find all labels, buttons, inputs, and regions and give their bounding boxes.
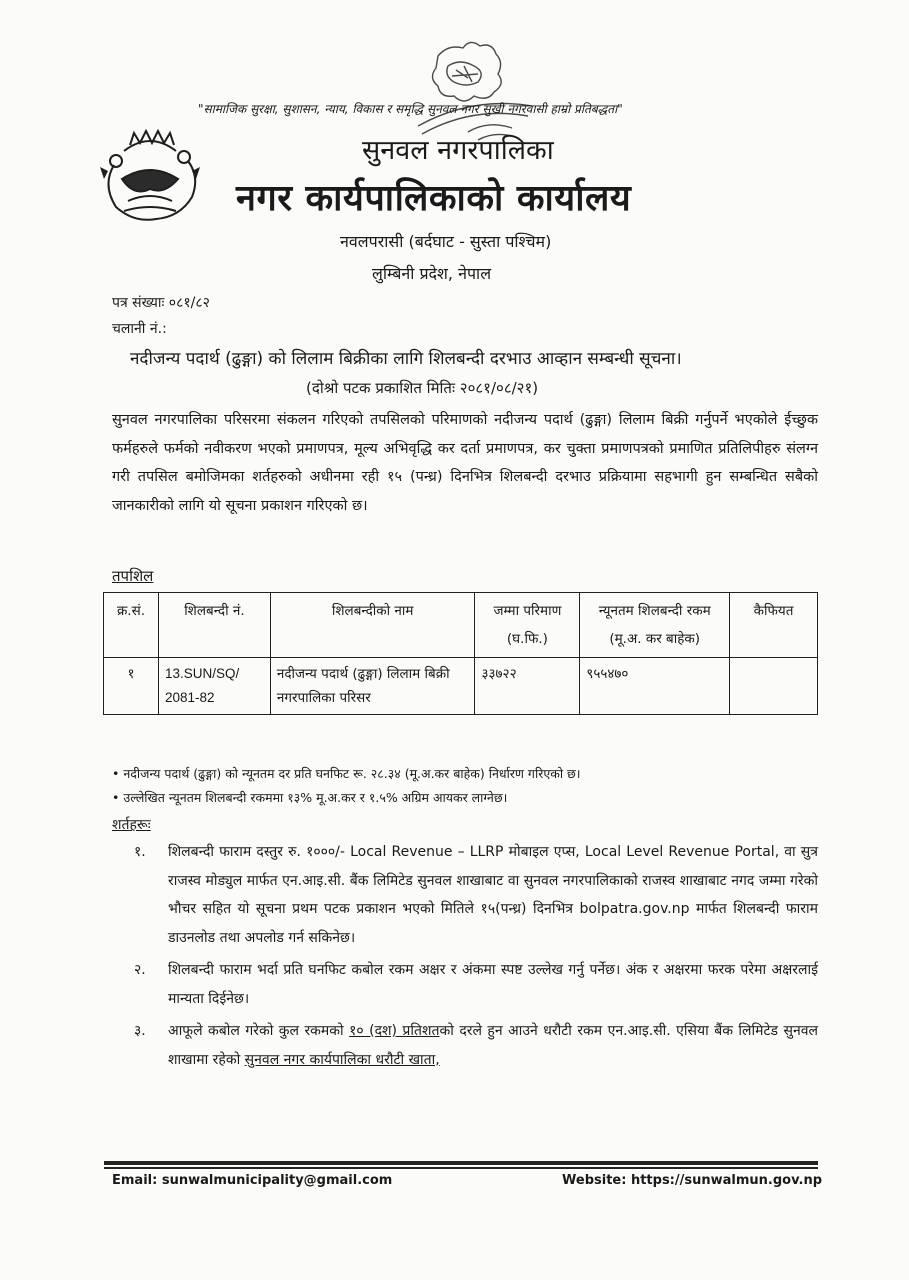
condition-text-underlined: सुनवल नगर कार्यपालिका धरौटी खाता,: [244, 1051, 440, 1068]
col-header-quantity: जम्मा परिमाण (घ.फि.): [475, 593, 580, 658]
condition-item: [134, 1017, 818, 1074]
notes: [112, 762, 581, 810]
col-header-seal-no: शिलबन्दी नं.: [158, 593, 270, 658]
municipality-name: सुनवल नगरपालिका: [362, 135, 554, 166]
footer-email: Email: sunwalmunicipality@gmail.com: [112, 1173, 393, 1188]
table-row: [104, 658, 818, 715]
office-name: नगर कार्यपालिकाको कार्यालय: [236, 178, 632, 219]
cell-quantity: ३३७२२: [475, 658, 580, 715]
table-header-row: [104, 593, 818, 658]
note-item: • नदीजन्य पदार्थ (ढुङ्गा) को न्यूनतम दर प्रति घनफिट रू. २८.३४ (मू.अ.कर बाहेक) निर्धारण गरिएको छ।: [112, 766, 581, 781]
dispatch-number: चलानी नं.:: [112, 321, 167, 337]
letter-number: पत्र संख्याः ०८१/८२: [112, 295, 210, 311]
cell-seal-no: 13.SUN/SQ/ 2081-82: [158, 658, 270, 715]
condition-text: शिलबन्दी फाराम भर्दा प्रति घनफिट कबोल रकम अक्षर र अंकमा स्पष्ट उल्लेख गर्नु पर्नेछ। अंक र अक्षरमा फरक परेमा अक्षरलाई मान्यता दिईनेछ।: [168, 962, 818, 1007]
condition-text: शिलबन्दी फाराम दस्तुर रु. १०००/- Local Revenue – LLRP मोबाइल एप्स, Local Level Revenue Portal, वा सुत्र राजस्व मोड्युल मार्फत एन.आइ.सी. बैंक लिमिटेड सुनवल शाखाबाट वा सुनवल नगरपालिकाको राजस्व शाखाबाट नगद जम्मा गरेको भौचर सहित यो सूचना प्रथम पटक प्रकाशन भएको मितिले १५(पन्ध्र) दिनभित्र bolpatra.gov.np मार्फत शिलबन्दी फाराम डाउनलोड तथा अपलोड गर्न सकिनेछ।: [168, 844, 818, 946]
condition-number: १.: [134, 844, 146, 860]
col-header-name: शिलबन्दीको नाम: [270, 593, 475, 658]
col-header-remarks: कैफियत: [730, 593, 818, 658]
condition-item: [134, 838, 818, 952]
conditions-list: [134, 838, 818, 1078]
notice-subtitle: (दोश्रो पटक प्रकाशित मितिः २०८१/०८/२१): [306, 379, 539, 397]
condition-text-underlined: १० (दश) प्रतिशत: [349, 1023, 440, 1039]
footer-divider: [104, 1167, 818, 1169]
col-header-sn: क्र.सं.: [104, 593, 159, 658]
schedule-table: [103, 592, 818, 715]
col-header-min-amount: न्यूनतम शिलबन्दी रकम (मू.अ. कर बाहेक): [580, 593, 730, 658]
address-line-2: लुम्बिनी प्रदेश, नेपाल: [372, 264, 492, 283]
condition-number: २.: [134, 962, 146, 978]
condition-text-part: आफूले कबोल गरेको कुल रकमको: [168, 1023, 350, 1039]
motto: "सामाजिक सुरक्षा, सुशासन, न्याय, विकास र समृद्धि सुनवल नगर सुखी नगरवासी हाम्रो प्रतिबद्धता": [198, 102, 623, 116]
condition-number: ३.: [134, 1023, 146, 1039]
cell-sn: १: [104, 658, 159, 715]
cell-min-amount: ९५५४७०: [580, 658, 730, 715]
footer-divider: [104, 1161, 818, 1165]
condition-item: [134, 956, 818, 1013]
schedule-heading: तपशिल: [112, 567, 154, 585]
address-line-1: नवलपरासी (बर्दघाट - सुस्ता पश्चिम): [340, 232, 552, 251]
conditions-heading: शर्तहरूः: [112, 817, 151, 833]
cell-remarks: [730, 658, 818, 715]
footer-website: Website: https://sunwalmun.gov.np: [562, 1173, 822, 1188]
nepal-emblem-icon: [94, 125, 206, 227]
condition-text: [168, 1017, 818, 1074]
condition-text-part: को दरले हुन आउने धरौटी रकम एन.आइ.सी. एसिया बैंक लिमिटेड सुनवल शाखामा रहेको: [168, 1023, 818, 1068]
note-item: • उल्लेखित न्यूनतम शिलबन्दी रकममा १३% मू.अ.कर र १.५% अग्रिम आयकर लाग्नेछ।: [112, 790, 508, 805]
notice-title: नदीजन्य पदार्थ (ढुङ्गा) को लिलाम बिक्रीका लागि शिलबन्दी दरभाउ आव्हान सम्बन्धी सूचना।: [130, 349, 682, 369]
cell-name: नदीजन्य पदार्थ (ढुङ्गा) लिलाम बिक्री नगरपालिका परिसर: [270, 658, 475, 715]
notice-intro-paragraph: सुनवल नगरपालिका परिसरमा संकलन गरिएको तपसिलको परिमाणको नदीजन्य पदार्थ (ढुङ्गा) लिलाम बिक्री गर्नुपर्ने भएकोले ईच्छुक फर्महरुले फर्मको नवीकरण भएको प्रमाणपत्र, मूल्य अभिवृद्धि कर दर्ता प्रमाणपत्र, कर चुक्ता प्रमाणपत्रको प्रमाणित प्रतिलिपीहरु संलग्न गरी तपसिल बमोजिमका शर्तहरुको अधीनमा रही १५ (पन्ध्र) दिनभित्र शिलबन्दी दरभाउ प्रक्रियामा सहभागी हुन सम्बन्धित सबैको जानकारीको लागि यो सूचना प्रकाशन गरिएको छ।: [112, 412, 818, 514]
